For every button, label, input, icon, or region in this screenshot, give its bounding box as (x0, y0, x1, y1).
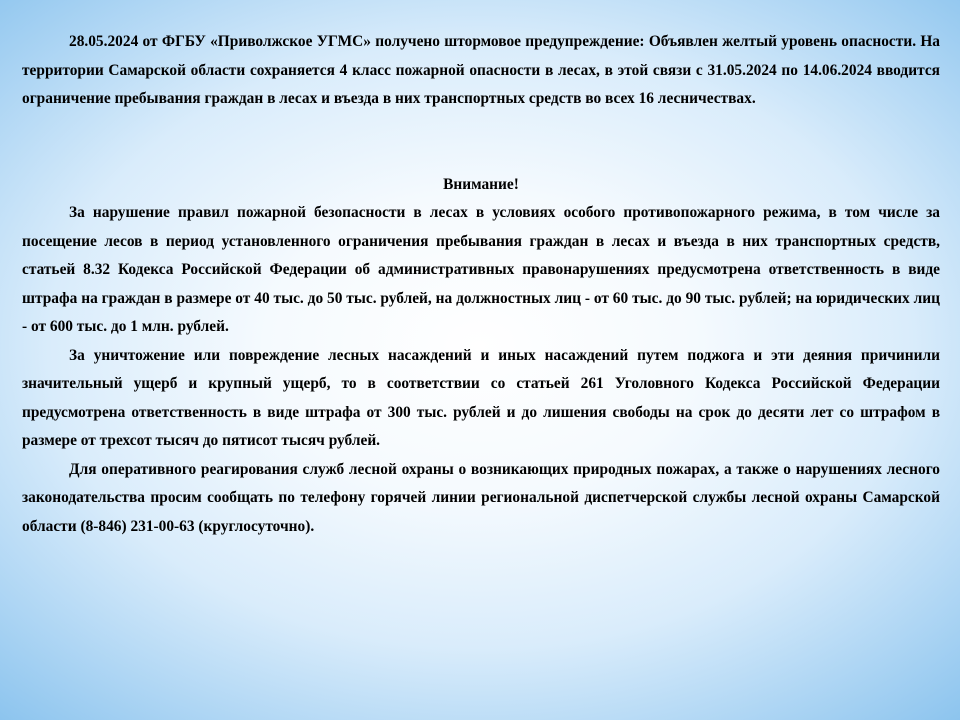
slide-content (22, 28, 940, 541)
administrative-liability-paragraph: За нарушение правил пожарной безопасности в лесах в условиях особого противопожарного режима, в том числе за посещение лесов в период установленного ограничения пребывания граждан в лесах и въезда в них транспортных средств, статьей 8.32 Кодекса Российской Федерации об административных правонарушениях предусмотрена ответственность в виде штрафа на граждан в размере от 40 тыс. до 50 тыс. рублей, на должностных лиц - от 60 тыс. до 90 тыс. рублей; на юридических лиц - от 600 тыс. до 1 млн. рублей. (22, 204, 940, 335)
blank-line (22, 114, 940, 171)
attention-heading: Внимание! (443, 175, 519, 193)
storm-warning-paragraph: 28.05.2024 от ФГБУ «Приволжское УГМС» получено штормовое предупреждение: Объявлен желтый уровень опасности. На территории Самарской области сохраняется 4 класс пожарной опасности в лесах, в этой связи с 31.05.2024 по 14.06.2024 вводится ограничение пребывания граждан в лесах и въезда в них транспортных средств во всех 16 лесничествах. (22, 33, 940, 107)
hotline-paragraph: Для оперативного реагирования служб лесной охраны о возникающих природных пожарах, а также о нарушениях лесного законодательства просим сообщать по телефону горячей линии региональной диспетчерской службы лесной охраны Самарской области (8-846) 231-00-63 (круглосуточно). (22, 460, 940, 535)
criminal-liability-paragraph: За уничтожение или повреждение лесных насаждений и иных насаждений путем поджога и эти деяния причинили значительный ущерб и крупный ущерб, то в соответствии со статьей 261 Уголовного Кодекса Российской Федерации предусмотрена ответственность в виде штрафа от 300 тыс. рублей и до лишения свободы на срок до десяти лет со штрафом в размере от трехсот тысяч до пятисот тысяч рублей. (22, 346, 940, 449)
